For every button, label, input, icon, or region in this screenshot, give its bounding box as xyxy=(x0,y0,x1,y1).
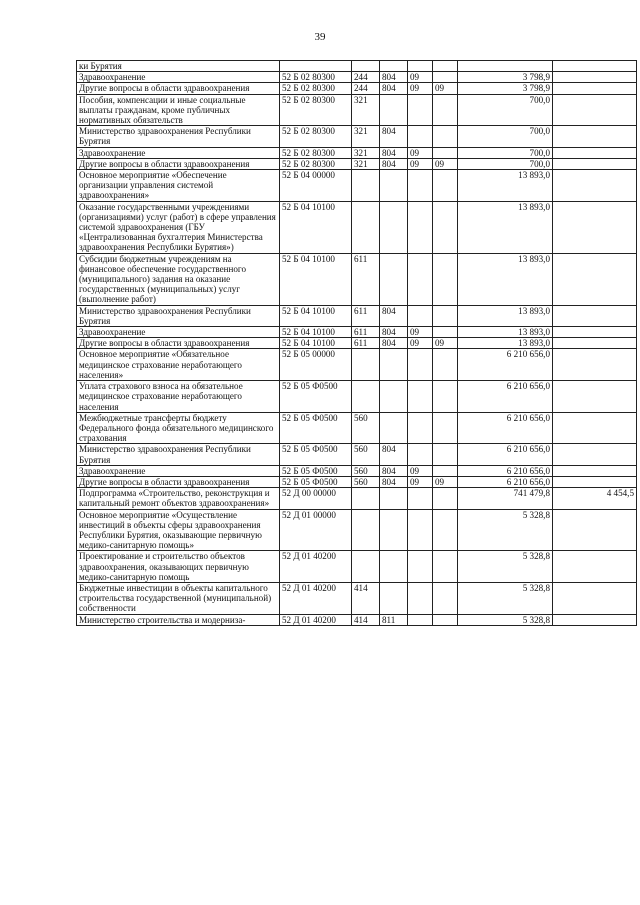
row-section-cell xyxy=(408,551,433,583)
row-expense-type-cell: 321 xyxy=(352,126,380,147)
row-extra-amount-cell xyxy=(553,614,637,625)
table-row xyxy=(77,444,637,465)
row-section-cell xyxy=(408,349,433,381)
row-section-cell: 09 xyxy=(408,72,433,83)
row-name-cell: Основное мероприятие «Обязательное медицинское страхование неработающего населения» xyxy=(77,349,280,381)
row-extra-amount-cell xyxy=(553,582,637,614)
row-name-cell: Министерство здравоохранения Республики Бурятия xyxy=(77,305,280,326)
row-ministry-cell xyxy=(380,253,408,305)
table-row xyxy=(77,509,637,551)
table-row xyxy=(77,488,637,509)
row-ministry-cell: 804 xyxy=(380,444,408,465)
row-expense-type-cell: 414 xyxy=(352,614,380,625)
table-row xyxy=(77,551,637,583)
table-body xyxy=(77,61,637,626)
table-row xyxy=(77,349,637,381)
row-ministry-cell: 804 xyxy=(380,147,408,158)
row-expense-type-cell: 560 xyxy=(352,476,380,487)
row-extra-amount-cell xyxy=(553,61,637,72)
row-expense-type-cell: 611 xyxy=(352,327,380,338)
row-expense-type-cell: 321 xyxy=(352,94,380,126)
row-name-cell: Подпрограмма «Строительство, реконструкция и капитальный ремонт объектов здравоохранения» xyxy=(77,488,280,509)
row-ministry-cell: 804 xyxy=(380,338,408,349)
row-code-cell: 52 Б 04 00000 xyxy=(280,170,352,202)
row-amount-cell: 13 893,0 xyxy=(458,201,553,253)
table-row xyxy=(77,61,637,72)
row-section-cell: 09 xyxy=(408,338,433,349)
row-amount-cell: 13 893,0 xyxy=(458,170,553,202)
row-code-cell: 52 Д 01 40200 xyxy=(280,551,352,583)
row-section-cell: 09 xyxy=(408,158,433,169)
row-name-cell: Межбюджетные трансферты бюджету Федерального фонда обязательного медицинского страхования xyxy=(77,412,280,444)
row-code-cell: 52 Д 01 00000 xyxy=(280,509,352,551)
row-amount-cell: 6 210 656,0 xyxy=(458,476,553,487)
row-expense-type-cell xyxy=(352,551,380,583)
row-ministry-cell: 804 xyxy=(380,158,408,169)
row-amount-cell: 6 210 656,0 xyxy=(458,444,553,465)
table-row xyxy=(77,327,637,338)
row-extra-amount-cell xyxy=(553,349,637,381)
row-section-cell xyxy=(408,381,433,413)
row-amount-cell: 700,0 xyxy=(458,126,553,147)
row-ministry-cell xyxy=(380,201,408,253)
row-ministry-cell: 811 xyxy=(380,614,408,625)
row-amount-cell: 700,0 xyxy=(458,94,553,126)
row-ministry-cell: 804 xyxy=(380,72,408,83)
row-subsection-cell xyxy=(433,94,458,126)
row-name-cell: Бюджетные инвестиции в объекты капитального строительства государственной (муниципальной) собственности xyxy=(77,582,280,614)
row-expense-type-cell xyxy=(352,349,380,381)
row-section-cell xyxy=(408,253,433,305)
row-extra-amount-cell xyxy=(553,126,637,147)
row-name-cell: ки Бурятия xyxy=(77,61,280,72)
row-amount-cell: 3 798,9 xyxy=(458,72,553,83)
row-extra-amount-cell xyxy=(553,72,637,83)
row-subsection-cell xyxy=(433,201,458,253)
row-subsection-cell xyxy=(433,147,458,158)
row-section-cell: 09 xyxy=(408,476,433,487)
row-code-cell xyxy=(280,61,352,72)
row-ministry-cell xyxy=(380,349,408,381)
row-section-cell: 09 xyxy=(408,147,433,158)
row-ministry-cell xyxy=(380,381,408,413)
row-name-cell: Другие вопросы в области здравоохранения xyxy=(77,476,280,487)
row-ministry-cell: 804 xyxy=(380,476,408,487)
row-code-cell: 52 Б 05 Ф0500 xyxy=(280,465,352,476)
row-name-cell: Пособия, компенсации и иные социальные выплаты гражданам, кроме публичных нормативных обязательств xyxy=(77,94,280,126)
row-ministry-cell xyxy=(380,412,408,444)
table-row xyxy=(77,94,637,126)
row-code-cell: 52 Б 05 Ф0500 xyxy=(280,412,352,444)
table-row xyxy=(77,170,637,202)
row-code-cell: 52 Б 04 10100 xyxy=(280,327,352,338)
row-code-cell: 52 Б 05 Ф0500 xyxy=(280,444,352,465)
row-name-cell: Здравоохранение xyxy=(77,147,280,158)
row-subsection-cell xyxy=(433,381,458,413)
row-subsection-cell xyxy=(433,444,458,465)
row-name-cell: Другие вопросы в области здравоохранения xyxy=(77,83,280,94)
row-name-cell: Основное мероприятие «Обеспечение организации управления системой здравоохранения» xyxy=(77,170,280,202)
table-row xyxy=(77,338,637,349)
row-extra-amount-cell xyxy=(553,444,637,465)
row-extra-amount-cell xyxy=(553,305,637,326)
row-subsection-cell xyxy=(433,61,458,72)
row-subsection-cell: 09 xyxy=(433,338,458,349)
row-name-cell: Министерство здравоохранения Республики Бурятия xyxy=(77,126,280,147)
row-code-cell: 52 Б 05 Ф0500 xyxy=(280,381,352,413)
row-name-cell: Уплата страхового взноса на обязательное медицинское страхование неработающего населения xyxy=(77,381,280,413)
row-subsection-cell xyxy=(433,253,458,305)
row-expense-type-cell: 611 xyxy=(352,253,380,305)
row-amount-cell: 13 893,0 xyxy=(458,338,553,349)
row-ministry-cell xyxy=(380,488,408,509)
row-section-cell xyxy=(408,444,433,465)
row-expense-type-cell: 244 xyxy=(352,83,380,94)
row-name-cell: Другие вопросы в области здравоохранения xyxy=(77,158,280,169)
page-number: 39 xyxy=(314,31,326,43)
row-amount-cell: 741 479,8 xyxy=(458,488,553,509)
row-section-cell xyxy=(408,126,433,147)
row-extra-amount-cell xyxy=(553,253,637,305)
row-section-cell xyxy=(408,614,433,625)
row-subsection-cell: 09 xyxy=(433,158,458,169)
row-subsection-cell xyxy=(433,488,458,509)
row-extra-amount-cell xyxy=(553,94,637,126)
row-code-cell: 52 Б 02 80300 xyxy=(280,83,352,94)
row-expense-type-cell xyxy=(352,488,380,509)
row-extra-amount-cell: 4 454,5 xyxy=(553,488,637,509)
row-amount-cell xyxy=(458,61,553,72)
row-code-cell: 52 Д 01 40200 xyxy=(280,582,352,614)
table-row xyxy=(77,158,637,169)
row-subsection-cell xyxy=(433,349,458,381)
row-section-cell xyxy=(408,488,433,509)
table-row xyxy=(77,72,637,83)
row-amount-cell: 5 328,8 xyxy=(458,551,553,583)
row-name-cell: Министерство строительства и модерниза- xyxy=(77,614,280,625)
row-extra-amount-cell xyxy=(553,551,637,583)
row-expense-type-cell xyxy=(352,61,380,72)
row-amount-cell: 6 210 656,0 xyxy=(458,412,553,444)
row-subsection-cell xyxy=(433,582,458,614)
row-code-cell: 52 Б 02 80300 xyxy=(280,126,352,147)
budget-table xyxy=(76,60,637,626)
row-subsection-cell xyxy=(433,126,458,147)
row-code-cell: 52 Б 04 10100 xyxy=(280,305,352,326)
row-extra-amount-cell xyxy=(553,83,637,94)
table-row xyxy=(77,201,637,253)
row-section-cell xyxy=(408,305,433,326)
row-amount-cell: 6 210 656,0 xyxy=(458,349,553,381)
row-expense-type-cell: 560 xyxy=(352,412,380,444)
row-section-cell xyxy=(408,61,433,72)
row-ministry-cell xyxy=(380,551,408,583)
row-code-cell: 52 Д 00 00000 xyxy=(280,488,352,509)
row-ministry-cell xyxy=(380,94,408,126)
row-name-cell: Здравоохранение xyxy=(77,72,280,83)
row-extra-amount-cell xyxy=(553,201,637,253)
row-subsection-cell xyxy=(433,170,458,202)
table-row xyxy=(77,582,637,614)
row-code-cell: 52 Б 04 10100 xyxy=(280,253,352,305)
row-subsection-cell xyxy=(433,509,458,551)
row-section-cell: 09 xyxy=(408,465,433,476)
row-name-cell: Министерство здравоохранения Республики Бурятия xyxy=(77,444,280,465)
row-code-cell: 52 Б 02 80300 xyxy=(280,72,352,83)
row-expense-type-cell: 611 xyxy=(352,305,380,326)
row-expense-type-cell xyxy=(352,170,380,202)
row-extra-amount-cell xyxy=(553,170,637,202)
row-amount-cell: 700,0 xyxy=(458,158,553,169)
row-ministry-cell: 804 xyxy=(380,327,408,338)
row-name-cell: Оказание государственными учреждениями (организациями) услуг (работ) в сфере управления системой здравоохранения (ГБУ «Централизованная бухгалтерия Министерства здравоохранения Республики Бурятия») xyxy=(77,201,280,253)
row-section-cell xyxy=(408,582,433,614)
row-code-cell: 52 Б 04 10100 xyxy=(280,201,352,253)
row-amount-cell: 700,0 xyxy=(458,147,553,158)
row-name-cell: Субсидии бюджетным учреждениям на финансовое обеспечение государственного (муниципального) задания на оказание государственных (муниципальных) услуг (выполнение работ) xyxy=(77,253,280,305)
row-amount-cell: 6 210 656,0 xyxy=(458,381,553,413)
row-subsection-cell xyxy=(433,72,458,83)
row-expense-type-cell xyxy=(352,381,380,413)
table-row xyxy=(77,126,637,147)
row-amount-cell: 5 328,8 xyxy=(458,509,553,551)
row-subsection-cell xyxy=(433,305,458,326)
row-extra-amount-cell xyxy=(553,465,637,476)
row-section-cell xyxy=(408,201,433,253)
row-ministry-cell xyxy=(380,582,408,614)
row-expense-type-cell: 321 xyxy=(352,147,380,158)
row-expense-type-cell: 321 xyxy=(352,158,380,169)
row-code-cell: 52 Б 02 80300 xyxy=(280,94,352,126)
row-ministry-cell xyxy=(380,170,408,202)
row-code-cell: 52 Б 05 Ф0500 xyxy=(280,476,352,487)
row-code-cell: 52 Б 04 10100 xyxy=(280,338,352,349)
table-row xyxy=(77,305,637,326)
row-amount-cell: 5 328,8 xyxy=(458,582,553,614)
row-name-cell: Основное мероприятие «Осуществление инвестиций в объекты сферы здравоохранения Республики Бурятия, оказывающие первичную медико-санитарную помощь» xyxy=(77,509,280,551)
row-name-cell: Здравоохранение xyxy=(77,327,280,338)
row-name-cell: Другие вопросы в области здравоохранения xyxy=(77,338,280,349)
row-extra-amount-cell xyxy=(553,412,637,444)
row-extra-amount-cell xyxy=(553,158,637,169)
row-code-cell: 52 Б 05 00000 xyxy=(280,349,352,381)
row-section-cell xyxy=(408,412,433,444)
row-amount-cell: 5 328,8 xyxy=(458,614,553,625)
row-code-cell: 52 Б 02 80300 xyxy=(280,158,352,169)
row-amount-cell: 3 798,9 xyxy=(458,83,553,94)
row-extra-amount-cell xyxy=(553,476,637,487)
row-subsection-cell xyxy=(433,412,458,444)
row-expense-type-cell xyxy=(352,509,380,551)
row-extra-amount-cell xyxy=(553,509,637,551)
row-subsection-cell xyxy=(433,465,458,476)
row-subsection-cell xyxy=(433,614,458,625)
row-section-cell: 09 xyxy=(408,83,433,94)
row-expense-type-cell: 414 xyxy=(352,582,380,614)
row-expense-type-cell: 560 xyxy=(352,444,380,465)
row-extra-amount-cell xyxy=(553,327,637,338)
row-subsection-cell xyxy=(433,551,458,583)
row-subsection-cell xyxy=(433,327,458,338)
row-section-cell xyxy=(408,509,433,551)
row-ministry-cell: 804 xyxy=(380,465,408,476)
row-ministry-cell xyxy=(380,509,408,551)
table-row xyxy=(77,465,637,476)
row-name-cell: Проектирование и строительство объектов здравоохранения, оказывающих первичную медико-санитарную помощь xyxy=(77,551,280,583)
row-section-cell xyxy=(408,94,433,126)
row-extra-amount-cell xyxy=(553,338,637,349)
row-expense-type-cell: 560 xyxy=(352,465,380,476)
row-subsection-cell: 09 xyxy=(433,476,458,487)
table-row xyxy=(77,253,637,305)
row-expense-type-cell xyxy=(352,201,380,253)
row-code-cell: 52 Б 02 80300 xyxy=(280,147,352,158)
table-row xyxy=(77,83,637,94)
row-ministry-cell: 804 xyxy=(380,305,408,326)
row-expense-type-cell: 611 xyxy=(352,338,380,349)
row-extra-amount-cell xyxy=(553,147,637,158)
table-row xyxy=(77,412,637,444)
table-row xyxy=(77,381,637,413)
row-subsection-cell: 09 xyxy=(433,83,458,94)
row-amount-cell: 13 893,0 xyxy=(458,253,553,305)
row-section-cell xyxy=(408,170,433,202)
row-ministry-cell xyxy=(380,61,408,72)
row-amount-cell: 13 893,0 xyxy=(458,305,553,326)
table-row xyxy=(77,147,637,158)
row-expense-type-cell: 244 xyxy=(352,72,380,83)
row-amount-cell: 13 893,0 xyxy=(458,327,553,338)
row-extra-amount-cell xyxy=(553,381,637,413)
row-section-cell: 09 xyxy=(408,327,433,338)
table-row xyxy=(77,476,637,487)
row-ministry-cell: 804 xyxy=(380,126,408,147)
row-ministry-cell: 804 xyxy=(380,83,408,94)
row-code-cell: 52 Д 01 40200 xyxy=(280,614,352,625)
row-amount-cell: 6 210 656,0 xyxy=(458,465,553,476)
row-name-cell: Здравоохранение xyxy=(77,465,280,476)
table-row xyxy=(77,614,637,625)
